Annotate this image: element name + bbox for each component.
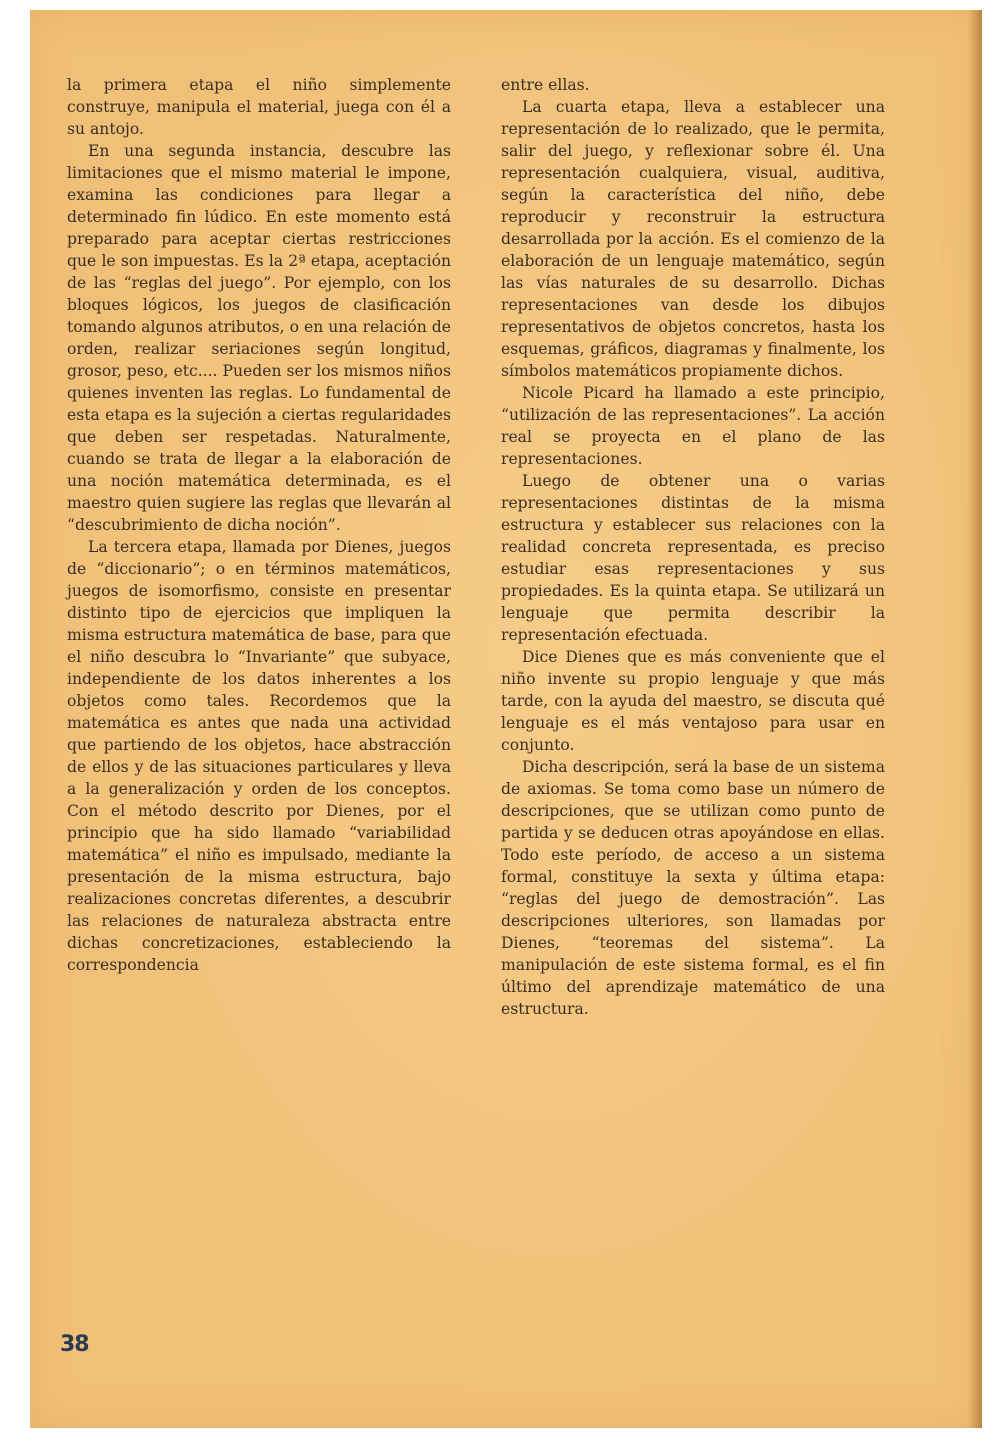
scanned-page	[30, 10, 982, 1428]
paragraph: La cuarta etapa, lleva a establecer una representación de lo realizado, que le permita, salir del juego, y reflexionar sobre él. Una representación cualquiera, visual, auditiva, según la característica del niño, debe reproducir y reconstruir la estructura desarrollada por la acción. Es el comienzo de la elaboración de un lenguaje matemático, según las vías naturales de su desarrollo. Dichas representaciones van desde los dibujos representativos de objetos concretos, hasta los esquemas, gráficos, diagramas y finalmente, los símbolos matemáticos propiamente dichos.	[501, 98, 885, 380]
paragraph: Dicha descripción, será la base de un sistema de axiomas. Se toma como base un número de descripciones, que se utilizan como punto de partida y se deducen otras apoyándose en ellas. Todo este período, de acceso a un sistema formal, constituye la sexta y última etapa: “reglas del juego de demostración”. Las descripciones ulteriores, son llamadas por Dienes, “teoremas del sistema”. La manipulación de este sistema formal, es el fin último del aprendizaje matemático de una estructura.	[501, 758, 885, 1018]
paragraph: Luego de obtener una o varias representaciones distintas de la misma estructura y establecer sus relaciones con la realidad concreta representada, es preciso estudiar esas representaciones y sus propiedades. Es la quinta etapa. Se utilizará un lenguaje que permita describir la representación efectuada.	[501, 472, 885, 644]
page-spine-shadow	[968, 10, 982, 1428]
paragraph: entre ellas.	[501, 76, 590, 94]
paragraph: Nicole Picard ha llamado a este principio, “utilización de las representaciones”. La acción real se proyecta en el plano de las representaciones.	[501, 384, 885, 468]
paragraph: La tercera etapa, llamada por Dienes, juegos de “diccionario”; o en términos matemáticos, juegos de isomorfismo, consiste en presentar distinto tipo de ejercicios que impliquen la misma estructura matemática de base, para que el niño descubra lo “Invariante” que subyace, independiente de los datos inherentes a los objetos como tales. Recordemos que la matemática es antes que nada una actividad que partiendo de los objetos, hace abstracción de ellos y de las situaciones particulares y lleva a la generalización y orden de los conceptos. Con el método descrito por Dienes, por el principio que ha sido llamado “variabilidad matemática” el niño es impulsado, mediante la presentación de la misma estructura, bajo realizaciones concretas diferentes, a descubrir las relaciones de naturaleza abstracta entre dichas concretizaciones, estableciendo la correspondencia	[67, 538, 451, 974]
paragraph: Dice Dienes que es más conveniente que el niño invente su propio lenguaje y que más tarde, con la ayuda del maestro, se discuta qué lenguaje es el más ventajoso para usar en conjunto.	[501, 648, 885, 754]
left-column	[67, 74, 451, 976]
paragraph: En una segunda instancia, descubre las limitaciones que el mismo material le impone, examina las condiciones para llegar a determinado fin lúdico. En este momento está preparado para aceptar ciertas restricciones que le son impuestas. Es la 2ª etapa, aceptación de las “reglas del juego”. Por ejemplo, con los bloques lógicos, los juegos de clasificación tomando algunos atributos, o en una relación de orden, realizar seriaciones según longitud, grosor, peso, etc.... Pueden ser los mismos niños quienes inventen las reglas. Lo fundamental de esta etapa es la sujeción a ciertas regularidades que deben ser respetadas. Naturalmente, cuando se trata de llegar a la elaboración de una noción matemática determinada, es el maestro quien sugiere las reglas que llevarán al “descubrimiento de dicha noción”.	[67, 142, 451, 534]
page-number: 38	[60, 1332, 89, 1357]
paragraph: la primera etapa el niño simplemente construye, manipula el material, juega con él a su antojo.	[67, 76, 451, 138]
right-column	[501, 74, 885, 1020]
